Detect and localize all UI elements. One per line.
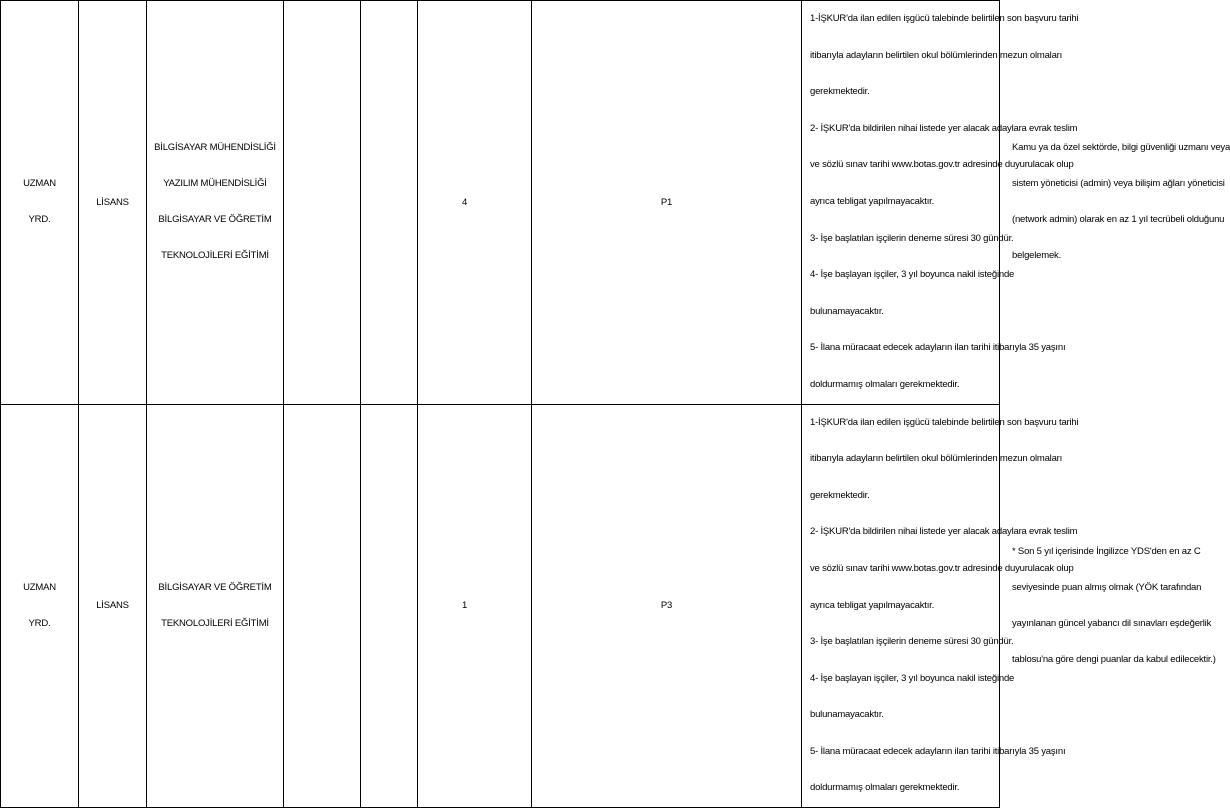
qualification-line: seviyesinde puan almış olmak (YÖK tarafından	[1012, 581, 1202, 593]
condition-line: doldurmamış olmaları gerekmektedir.	[810, 782, 960, 794]
department-list-cell	[147, 1, 284, 405]
position-title-cell	[1, 404, 79, 808]
condition-line: 1-İŞKUR'da ilan edilen işgücü talebinde belirtilen son başvuru tarihi	[810, 416, 1079, 428]
position-title-line: UZMAN	[23, 581, 56, 593]
empty-cell	[284, 404, 361, 808]
condition-line: 4- İşe başlayan işçiler, 3 yıl boyunca nakil isteğinde	[810, 672, 1015, 684]
condition-line: 3- İşe başlatılan işçilerin deneme süresi 30 gündür.	[810, 232, 1014, 244]
position-title-line: YRD.	[28, 214, 51, 226]
department-line: BİLGİSAYAR VE ÖĞRETİM	[158, 581, 272, 593]
condition-line: itibarıyla adayların belirtilen okul bölümlerinden mezun olmaları	[810, 49, 1063, 61]
position-title-cell	[1, 1, 79, 405]
education-level-cell	[79, 1, 147, 405]
score-type: P3	[660, 600, 673, 612]
condition-line: 2- İŞKUR'da bildirilen nihai listede yer alacak adaylara evrak teslim	[810, 122, 1078, 134]
position-title-line: UZMAN	[23, 178, 56, 190]
empty-cell	[361, 1, 418, 405]
qualification-line: tablosu'na göre dengi puanlar da kabul edilecektir.)	[1012, 653, 1216, 665]
department-line: BİLGİSAYAR VE ÖĞRETİM	[158, 214, 272, 226]
condition-line: 5- İlana müracaat edecek adayların ilan tarihi itibarıyla 35 yaşını	[810, 745, 1066, 757]
qualification-line: Kamu ya da özel sektörde, bilgi güvenliği uzmanı veya	[1012, 142, 1230, 154]
condition-line: gerekmektedir.	[810, 489, 870, 501]
condition-line: 1-İŞKUR'da ilan edilen işgücü talebinde belirtilen son başvuru tarihi	[810, 13, 1079, 24]
department-line: TEKNOLOJİLERİ EĞİTİMİ	[161, 617, 269, 629]
qualification-line: sistem yöneticisi (admin) veya bilişim ağları yöneticisi	[1012, 178, 1225, 190]
condition-line: 2- İŞKUR'da bildirilen nihai listede yer alacak adaylara evrak teslim	[810, 526, 1078, 538]
condition-line: 5- İlana müracaat edecek adayların ilan tarihi itibarıyla 35 yaşını	[810, 342, 1066, 354]
count-cell	[418, 404, 532, 808]
qualification-line: (network admin) olarak en az 1 yıl tecrübeli olduğunu	[1012, 214, 1225, 226]
position-count: 1	[461, 600, 468, 612]
condition-line: itibarıyla adayların belirtilen okul bölümlerinden mezun olmaları	[810, 453, 1063, 465]
condition-line: 4- İşe başlayan işçiler, 3 yıl boyunca nakil isteğinde	[810, 269, 1015, 281]
condition-line: ayrıca tebligat yapılmayacaktır.	[810, 599, 935, 611]
condition-line: bulunamayacaktır.	[810, 709, 884, 721]
department-line: BİLGİSAYAR MÜHENDİSLİĞİ	[154, 142, 276, 154]
qualification-line: belgelemek.	[1012, 250, 1062, 262]
score-type: P1	[660, 196, 673, 208]
position-title-line: YRD.	[28, 617, 51, 629]
conditions-cell	[802, 404, 1079, 808]
condition-line: doldurmamış olmaları gerekmektedir.	[810, 378, 960, 390]
department-line: TEKNOLOJİLERİ EĞİTİMİ	[161, 250, 269, 262]
condition-line: gerekmektedir.	[810, 86, 870, 98]
condition-line: 3- İşe başlatılan işçilerin deneme süresi 30 gündür.	[810, 636, 1014, 648]
empty-cell	[284, 1, 361, 405]
qualification-line: yayınlanan güncel yabancı dil sınavları eşdeğerlik	[1012, 617, 1212, 629]
education-level: LİSANS	[96, 196, 129, 208]
score-type-cell	[532, 404, 802, 808]
table-row	[1, 404, 1000, 808]
condition-line: ve sözlü sınav tarihi www.botas.gov.tr adresinde duyurulacak olup	[810, 159, 1074, 171]
count-cell	[418, 1, 532, 405]
education-level: LİSANS	[96, 600, 129, 612]
condition-line: ve sözlü sınav tarihi www.botas.gov.tr adresinde duyurulacak olup	[810, 562, 1074, 574]
condition-line: ayrıca tebligat yapılmayacaktır.	[810, 195, 935, 207]
condition-line: bulunamayacaktır.	[810, 305, 884, 317]
education-level-cell	[79, 404, 147, 808]
department-line: YAZILIM MÜHENDİSLİĞİ	[163, 178, 267, 190]
position-count: 4	[461, 196, 468, 208]
score-type-cell	[532, 1, 802, 405]
qualification-line: * Son 5 yıl içerisinde İngilizce YDS'den en az C	[1012, 545, 1201, 557]
department-list-cell	[147, 404, 284, 808]
table-row	[1, 1, 1000, 405]
empty-cell	[361, 404, 418, 808]
